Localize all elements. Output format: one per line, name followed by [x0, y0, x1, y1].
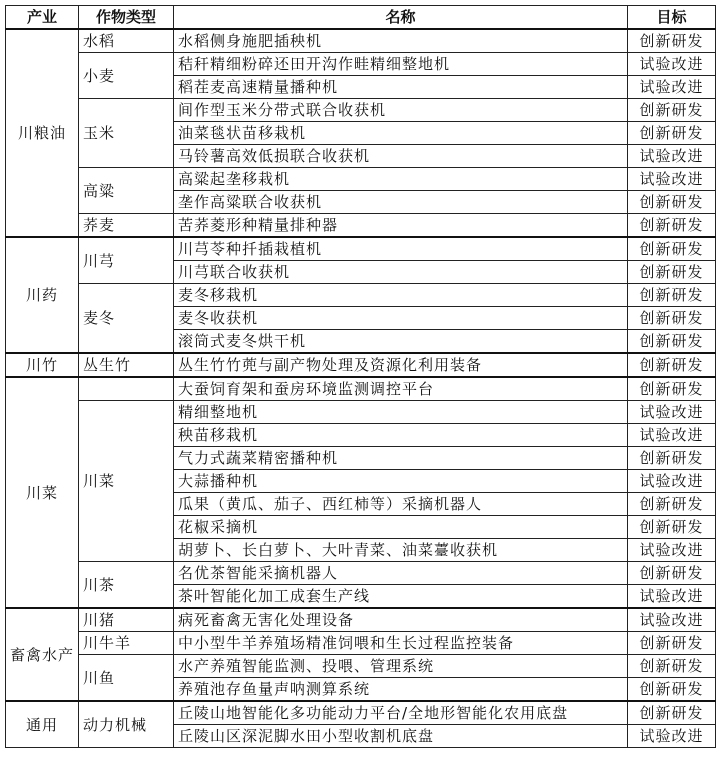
equipment-name-cell: 气力式蔬菜精密播种机 — [174, 447, 628, 470]
crop-type-cell: 水稻 — [79, 29, 174, 53]
table-row — [6, 29, 716, 53]
equipment-name-cell: 花椒采摘机 — [174, 516, 628, 539]
table-row — [6, 562, 716, 585]
crop-type-cell: 川鱼 — [79, 655, 174, 702]
goal-cell: 创新研发 — [628, 191, 716, 214]
header-row — [6, 6, 716, 30]
goal-cell: 创新研发 — [628, 307, 716, 330]
goal-cell: 试验改进 — [628, 401, 716, 424]
crop-type-cell: 麦冬 — [79, 284, 174, 354]
equipment-table — [5, 5, 716, 748]
industry-cell: 川竹 — [6, 353, 79, 377]
equipment-name-cell: 油菜毯状苗移栽机 — [174, 122, 628, 145]
industry-cell: 川药 — [6, 237, 79, 353]
goal-cell: 创新研发 — [628, 261, 716, 284]
table-body — [6, 29, 716, 748]
table-row — [6, 353, 716, 377]
goal-cell: 创新研发 — [628, 330, 716, 354]
goal-cell: 创新研发 — [628, 678, 716, 702]
table-row — [6, 608, 716, 632]
equipment-name-cell: 苦荞菱形种精量排种器 — [174, 214, 628, 238]
table-row — [6, 632, 716, 655]
crop-type-cell: 荞麦 — [79, 214, 174, 238]
goal-cell: 试验改进 — [628, 168, 716, 191]
goal-cell: 创新研发 — [628, 29, 716, 53]
equipment-name-cell: 滚筒式麦冬烘干机 — [174, 330, 628, 354]
equipment-name-cell: 大蚕饲育架和蚕房环境监测调控平台 — [174, 377, 628, 401]
goal-cell: 创新研发 — [628, 447, 716, 470]
goal-cell: 创新研发 — [628, 353, 716, 377]
crop-type-cell — [79, 377, 174, 401]
equipment-name-cell: 间作型玉米分带式联合收获机 — [174, 99, 628, 122]
goal-cell: 创新研发 — [628, 632, 716, 655]
table-row — [6, 284, 716, 307]
goal-cell: 试验改进 — [628, 76, 716, 99]
goal-cell: 创新研发 — [628, 516, 716, 539]
equipment-name-cell: 病死畜禽无害化处理设备 — [174, 608, 628, 632]
goal-cell: 创新研发 — [628, 237, 716, 261]
equipment-name-cell: 秸秆精细粉碎还田开沟作畦精细整地机 — [174, 53, 628, 76]
table-row — [6, 237, 716, 261]
crop-type-cell: 高粱 — [79, 168, 174, 214]
equipment-name-cell: 精细整地机 — [174, 401, 628, 424]
equipment-name-cell: 养殖池存鱼量声呐测算系统 — [174, 678, 628, 702]
header-name: 名称 — [174, 6, 628, 30]
goal-cell: 创新研发 — [628, 122, 716, 145]
industry-cell: 川菜 — [6, 377, 79, 608]
goal-cell: 创新研发 — [628, 377, 716, 401]
equipment-name-cell: 胡萝卜、长白萝卜、大叶青菜、油菜薹收获机 — [174, 539, 628, 562]
goal-cell: 试验改进 — [628, 470, 716, 493]
industry-cell: 川粮油 — [6, 29, 79, 237]
table-row — [6, 401, 716, 424]
table-row — [6, 168, 716, 191]
crop-type-cell: 川猪 — [79, 608, 174, 632]
equipment-name-cell: 茶叶智能化加工成套生产线 — [174, 585, 628, 609]
header-goal: 目标 — [628, 6, 716, 30]
goal-cell: 创新研发 — [628, 214, 716, 238]
equipment-name-cell: 川芎苓种扦插栽植机 — [174, 237, 628, 261]
goal-cell: 创新研发 — [628, 284, 716, 307]
goal-cell: 试验改进 — [628, 53, 716, 76]
equipment-name-cell: 大蒜播种机 — [174, 470, 628, 493]
goal-cell: 试验改进 — [628, 145, 716, 168]
equipment-name-cell: 秧苗移栽机 — [174, 424, 628, 447]
goal-cell: 创新研发 — [628, 655, 716, 678]
table-row — [6, 655, 716, 678]
table-row — [6, 99, 716, 122]
equipment-name-cell: 名优茶智能采摘机器人 — [174, 562, 628, 585]
goal-cell: 创新研发 — [628, 493, 716, 516]
crop-type-cell: 川芎 — [79, 237, 174, 284]
goal-cell: 创新研发 — [628, 562, 716, 585]
equipment-name-cell: 高粱起垄移栽机 — [174, 168, 628, 191]
header-industry: 产业 — [6, 6, 79, 30]
equipment-name-cell: 丛生竹竹蔸与副产物处理及资源化利用装备 — [174, 353, 628, 377]
crop-type-cell: 玉米 — [79, 99, 174, 168]
goal-cell: 创新研发 — [628, 701, 716, 725]
equipment-name-cell: 丘陵山区深泥脚水田小型收割机底盘 — [174, 725, 628, 748]
crop-type-cell: 川牛羊 — [79, 632, 174, 655]
equipment-name-cell: 马铃薯高效低损联合收获机 — [174, 145, 628, 168]
goal-cell: 试验改进 — [628, 725, 716, 748]
table-row — [6, 214, 716, 238]
equipment-name-cell: 川芎联合收获机 — [174, 261, 628, 284]
equipment-name-cell: 水稻侧身施肥插秧机 — [174, 29, 628, 53]
goal-cell: 试验改进 — [628, 539, 716, 562]
equipment-name-cell: 稻茬麦高速精量播种机 — [174, 76, 628, 99]
equipment-name-cell: 中小型牛羊养殖场精准饲喂和生长过程监控装备 — [174, 632, 628, 655]
crop-type-cell: 小麦 — [79, 53, 174, 99]
equipment-name-cell: 水产养殖智能监测、投喂、管理系统 — [174, 655, 628, 678]
industry-cell: 通用 — [6, 701, 79, 748]
equipment-name-cell: 丘陵山地智能化多功能动力平台/全地形智能化农用底盘 — [174, 701, 628, 725]
equipment-name-cell: 麦冬收获机 — [174, 307, 628, 330]
table-row — [6, 377, 716, 401]
equipment-name-cell: 瓜果（黄瓜、茄子、西红柿等）采摘机器人 — [174, 493, 628, 516]
header-crop-type: 作物类型 — [79, 6, 174, 30]
goal-cell: 创新研发 — [628, 99, 716, 122]
table-row — [6, 53, 716, 76]
crop-type-cell: 丛生竹 — [79, 353, 174, 377]
goal-cell: 试验改进 — [628, 608, 716, 632]
table-row — [6, 701, 716, 725]
industry-cell: 畜禽水产 — [6, 608, 79, 701]
equipment-name-cell: 麦冬移栽机 — [174, 284, 628, 307]
crop-type-cell: 川茶 — [79, 562, 174, 609]
goal-cell: 试验改进 — [628, 585, 716, 609]
crop-type-cell: 川菜 — [79, 401, 174, 562]
crop-type-cell: 动力机械 — [79, 701, 174, 748]
equipment-name-cell: 垄作高粱联合收获机 — [174, 191, 628, 214]
goal-cell: 试验改进 — [628, 424, 716, 447]
